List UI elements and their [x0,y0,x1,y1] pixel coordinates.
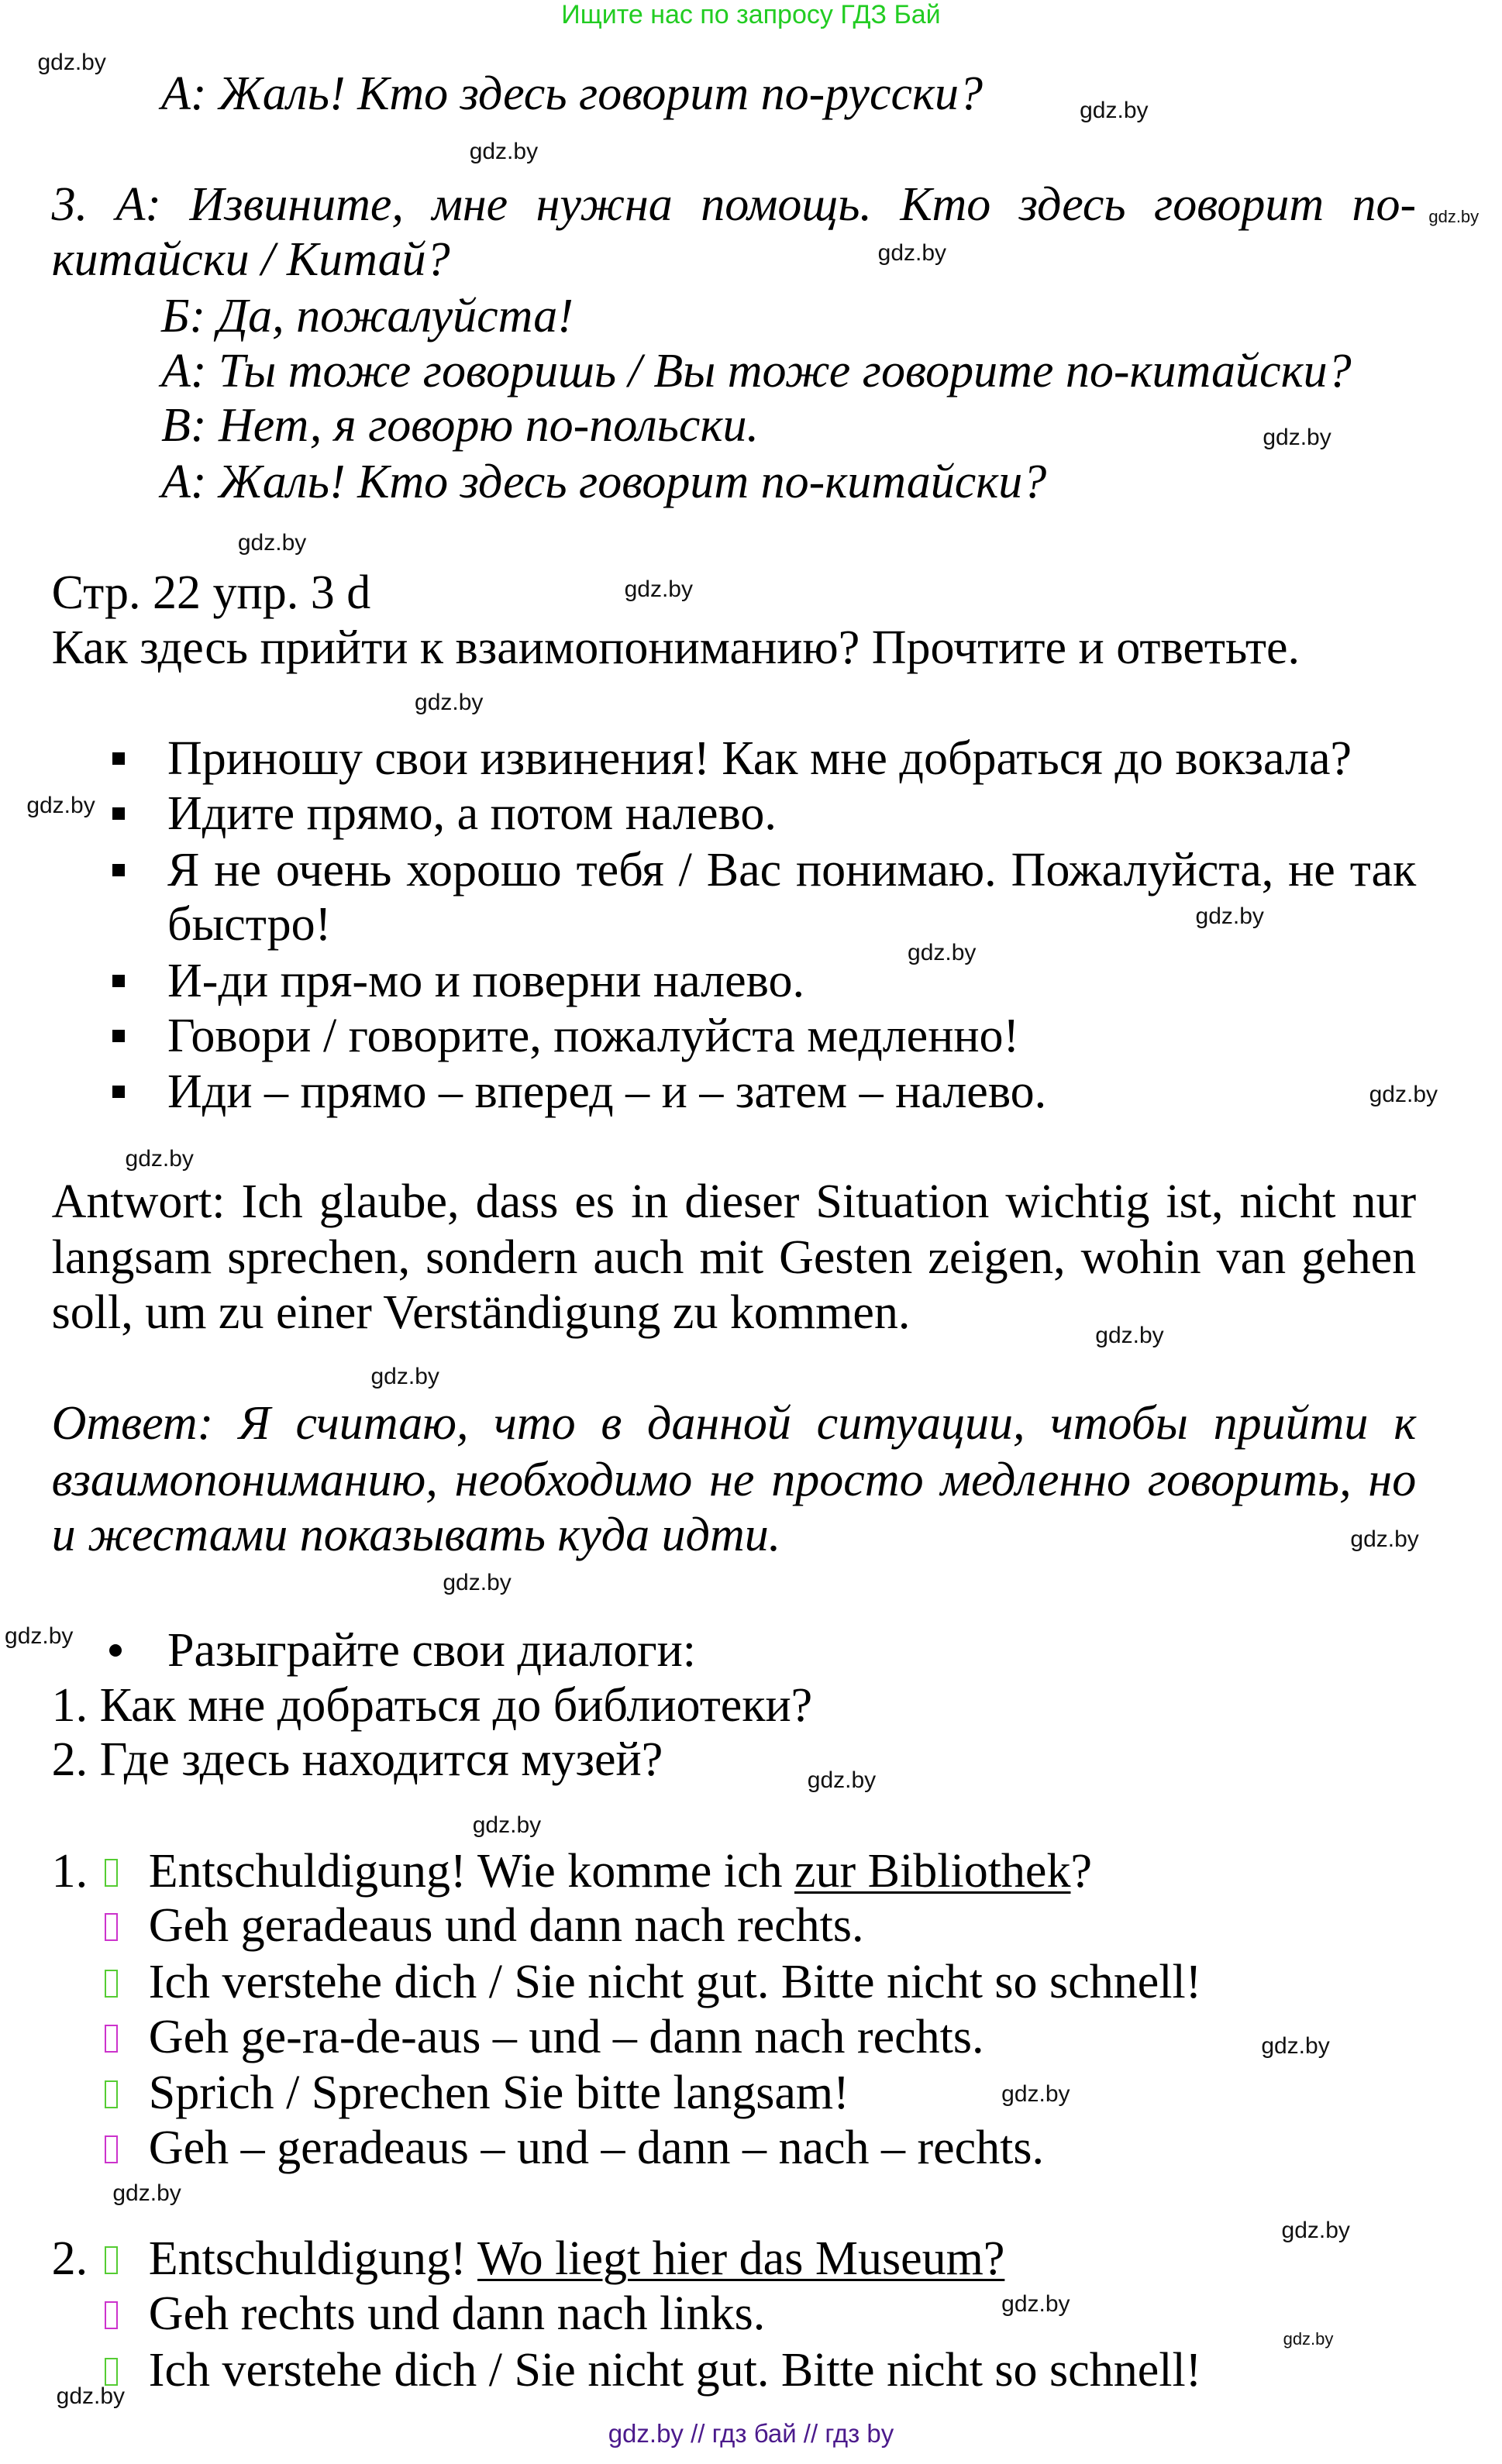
watermark: gdz.by [415,689,484,715]
square-bullet-icon [112,807,125,820]
text-line: Sprich / Sprechen Sie bitte langsam! [148,2067,849,2120]
checkbox-icon [105,1970,118,1998]
search-banner[interactable]: Ищите нас по запросу ГДЗ Бай [561,0,941,29]
watermark: gdz.by [237,529,307,556]
watermark: gdz.by [877,240,947,267]
text-line: Говори / говорите, пожалуйста медленно! [167,1009,1020,1062]
text-line: Geh rechts und dann nach links. [148,2287,766,2341]
checkbox-icon [105,2246,118,2274]
watermark: gdz.by [443,1570,512,1596]
text-line: Geh ge-ra-de-aus – und – dann nach rechts. [148,2010,984,2063]
watermark: gdz.by [1080,98,1149,124]
text-line: Ответ: Я считаю, что в данной ситуации, чтобы прийти к [51,1397,1417,1451]
line-text: Entschuldigung! [148,2232,478,2286]
underlined-phrase: zur Bibliothek [794,1844,1071,1898]
text-line: Geh – geradeaus – und – dann – nach – rechts. [148,2122,1045,2175]
watermark: gdz.by [1350,1526,1419,1552]
text-line: Приношу свои извинения! Как мне добраться до вокзала? [167,732,1352,786]
watermark: gdz.by [37,49,106,75]
line-text: Entschuldigung! Wie komme ich [148,1844,795,1898]
watermark: gdz.by [1428,206,1480,226]
square-bullet-icon [112,864,125,876]
square-bullet-icon [112,1030,125,1042]
text-line: Ich verstehe dich / Sie nicht gut. Bitte nicht so schnell! [148,1956,1202,2009]
text-line: langsam sprechen, sondern auch mit Gesten zeigen, wohin van gehen [51,1231,1417,1285]
text-line: Antwort: Ich glaube, dass es in dieser Situation wichtig ist, nicht nur [51,1175,1417,1228]
checkbox-icon [105,2135,118,2163]
watermark: gdz.by [1095,1323,1164,1349]
watermark: gdz.by [370,1363,439,1389]
square-bullet-icon [112,752,125,765]
footer-links[interactable]: gdz.by // гдз бай // гдз by [608,2419,894,2448]
underlined-phrase: Wo liegt hier das Museum? [477,2232,1005,2286]
watermark: gdz.by [1001,2290,1070,2317]
checkbox-icon [105,2301,118,2329]
watermark: gdz.by [1263,425,1331,451]
text-line: быстро! [167,898,332,952]
square-bullet-icon [112,975,125,987]
text-line: 1. Как мне добраться до библиотеки? [51,1678,813,1732]
text-line: Идите прямо, а потом налево. [167,786,777,840]
checkbox-icon [105,2358,118,2386]
watermark: gdz.by [112,2180,181,2206]
text-line: Ich verstehe dich / Sie nicht gut. Bitte nicht so schnell! [148,2343,1202,2397]
text-line: Geh geradeaus und dann nach rechts. [148,1899,864,1953]
text-line: soll, um zu einer Verständigung zu kommen. [51,1285,911,1339]
text-line [149,2231,1005,2287]
text-line: Иди – прямо – вперед – и – затем – налево. [167,1065,1047,1119]
round-bullet-icon [109,1644,122,1657]
text-line: В: Нет, я говорю по-польски. [160,399,759,453]
watermark: gdz.by [908,939,977,965]
checkbox-icon [105,2025,118,2053]
text-line: А: Жаль! Кто здесь говорит по-китайски? [160,455,1047,508]
watermark: gdz.by [1195,903,1264,930]
watermark: gdz.by [472,1812,542,1839]
square-bullet-icon [112,1086,125,1098]
watermark: gdz.by [1281,2218,1350,2244]
checkbox-icon [105,1913,118,1941]
text-line: 2. Где здесь находится музей? [51,1733,663,1787]
item-number: 2. [51,2232,88,2286]
watermark: gdz.by [1001,2081,1070,2108]
checkbox-icon [105,2080,118,2108]
text-line: Я не очень хорошо тебя / Вас понимаю. Пожалуйста, не так [167,843,1417,896]
watermark: gdz.by [807,1767,877,1793]
text-line: Как здесь прийти к взаимопониманию? Прочтите и ответьте. [51,621,1300,674]
text-line: Б: Да, пожалуйста! [160,289,574,342]
watermark: gdz.by [125,1146,194,1172]
watermark: gdz.by [1369,1082,1438,1108]
text-line: Стр. 22 упр. 3 d [51,566,371,620]
watermark: gdz.by [1283,2329,1334,2349]
text-line: А: Ты тоже говоришь / Вы тоже говорите по-китайски? [160,344,1352,397]
text-line: А: Жаль! Кто здесь говорит по-русски? [160,67,983,121]
text-line: И-ди пря-мо и поверни налево. [167,954,804,1007]
watermark: gdz.by [469,138,539,164]
text-line: и жестами показывать куда идти. [51,1508,781,1561]
text-line [149,1843,1092,1899]
line-text: ? [1070,1844,1092,1898]
text-line: 3. А: Извините, мне нужна помощь. Кто здесь говорит по- [51,178,1417,232]
watermark: gdz.by [5,1623,74,1649]
watermark: gdz.by [624,576,693,603]
checkbox-icon [105,1859,118,1887]
text-line: китайски / Китай? [51,233,450,287]
watermark: gdz.by [26,792,95,818]
watermark: gdz.by [56,2383,126,2410]
item-number: 1. [51,1844,88,1898]
watermark: gdz.by [1261,2032,1330,2059]
text-line: Разыграйте свои диалоги: [167,1624,697,1678]
text-line: взаимопониманию, необходимо не просто медленно говорить, но [51,1453,1417,1506]
